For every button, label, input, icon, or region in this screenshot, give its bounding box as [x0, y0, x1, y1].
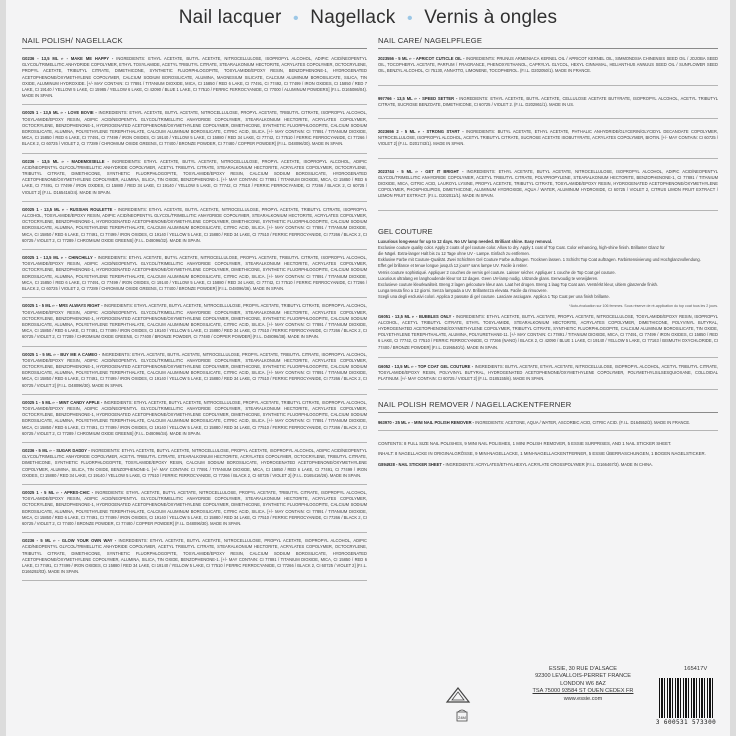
ingredient-entry — [378, 314, 718, 351]
gel-couture-line: Vernis couture sophistiqué. Appliquer 2 couches de vernis gel couture. Laisser sécher. Appliquer 1 couche de Top Coat gel couture. — [378, 269, 616, 275]
ingredient-entry — [378, 169, 718, 200]
ingredient-list: INGREDIENTS: BUTYL ACETATE, ETHYL ACETATE, NITROCELLULOSE, ISOPROPYL ALCOHOL, ACETYL TRIBUTYL CITRATE, TOSYLAMIDE/EPOXY RESIN, POLYVINYL BUTYRAL, HYDROGENATED ACETOPHENONE/OXYMETHYLENE COPOLYMER, POLYMETHYLSILSESQUIOXANE, COLLOIDAL PLATINUM. [+/- MAY CONTAIN: CI 60725 / VIOLET 2] (F.I.L. D185155/6). MADE IN SPAIN. — [378, 363, 718, 382]
ingredient-list: INGREDIENTS: ETHYL ACETATE, BUTYL ACETATE, CELLULOSE ACETATE BUTYRATE, ISOPROPYL ALCOHOL, ACETYL TRIBUTYL CITRATE, SUCROSE BENZOATE, DIMETHICONE, CI 60725 / VIOLET 2. (F.I.L. D202861/1). MADE IN US. — [378, 95, 718, 107]
ingredient-entry — [378, 129, 718, 148]
ingredient-entry — [378, 56, 718, 75]
nail-polish-column — [22, 36, 367, 586]
ingredient-entry — [22, 207, 367, 244]
product-name: 997766 - 13,5 ML ℮ - SPEED SETTER - — [378, 95, 458, 101]
gel-couture-line: Lunga tenuta fino a 12 giorni. Senza lampada a UV. Brillantezza elevata. Facile da rimuovere. — [378, 288, 548, 294]
entry-divider — [378, 430, 718, 431]
nail-care-list — [378, 56, 718, 211]
gel-couture-line: Exclusive couture quality color. Apply 2 coats of gel couture color. Allow to dry. Apply 1 coat of Top Coat. Color enhancing, high-shine finish. Brillanter Glanz für — [378, 244, 665, 250]
entry-divider — [378, 389, 718, 390]
ingredient-list: INGREDIENTS: BUTYL ACETATE, ETHYL ACETATE, PHTHALIC ANHYDRIDE/GLYCERIN/GLYCIDYL DECANOATE COPOLYMER, NITROCELLULOSE, ISOPROPYL ALCOHOL, ACETYL TRIBUTYL CITRATE, SUCROSE ACETATE ISOBUTYRATE, ACRYLATES COPOLYMER, BIOTIN. [+/- MAY CONTAIN: CI 60725 / VIOLET 2] (F.I.L. D201743/1). MADE IN SPAIN. — [378, 129, 718, 147]
barcode-digits: 3 600531 573300 — [655, 719, 717, 726]
product-name: G0236 - 13,5 ML ℮ - MAKE ME HAPPY - — [22, 56, 114, 61]
product-name: G0025 1 - 13,5 ML ℮ - RUSSIAN ROULETTE - — [22, 206, 116, 212]
manufacturer-address — [518, 666, 648, 703]
website-link[interactable]: www.essie.com — [563, 695, 603, 702]
product-name: 2023744 - 5 ML ℮ - GET IT BRIGHT - — [378, 168, 464, 174]
entry-divider — [22, 580, 367, 581]
product-name: G0236 - 5 ML ℮ - GLOW YOUR OWN WAY - — [22, 538, 117, 544]
sticker-sheet-ingredients: INGREDIENTS: ACRYLATES/ETHYLHEXYL ACRYLATE CROSSPOLYMER (F.I.L. D166467/3). MADE IN CHINA. — [445, 461, 653, 467]
gel-couture-line: Scegli una degli esclusivi colori. Applica 2 passate di gel couture. Lasciare asciugare. Applica 1 Top Coat per una finish brillante. — [378, 294, 610, 300]
product-name: G0025 1 - 13,5 ML ℮ - LOVE BOVIE - — [22, 110, 97, 116]
bullet-separator-icon: • — [292, 10, 299, 27]
entry-divider — [378, 85, 718, 86]
ingredient-entry — [22, 400, 367, 437]
nail-polish-list — [22, 56, 367, 581]
product-name: G0025 1 - 5 ML ℮ - MRS ALWAYS RIGHT - — [22, 303, 103, 309]
entry-divider — [22, 153, 367, 154]
entry-divider — [22, 297, 367, 298]
remover-heading: NAIL POLISH REMOVER / NAGELLACKENTFERNER — [378, 400, 718, 413]
gel-couture-line: Exklusive Farbe mit Couture-Qualität. Zwei Schichten Gel Couture Farbe auftragen. Trocknen lassen. 1 Schicht Top Coat auftragen. Farbintensivierung und Hochglanzvollendung. — [378, 257, 701, 263]
ingredient-list: INGREDIENTS: ETHYL ACETATE, BUTYL ACETATE, PROPYL ACETATE, NITROCELLULOSE, TOSYLAMIDE/EPOXY RESIN, ISOPROPYL ALCOHOL, ACETYL TRIBUTYL CITRATE, ETHYL TOSYLAMIDE, STEARALKONIUM HECTORITE, ACRYLATES COPOLYMER, DIMETHICONE, POLYVINYL BUTYRAL, HYDROGENATED ACETOPHENONE/OXYMETHYLENE COPOLYMER, TRIBUTYL CITRATE, SYNTHETIC FLUORPHLOGOPITE, CALCIUM ALUMINUM BOROSILICATE, TIN OXIDE, POLYETHYLENE TEREPHTHALATE, ALUMINA, POLYURETHANE-11. [+/- MAY CONTAIN: CI 77891 / TITANIUM DIOXIDE, MICA, CI 77491, CI 77499 / IRON OXIDES, CI 15850 / RED 6 LAKE, CI 77742, CI 77510 / FERRIC FERROCYANIDE, CI 77266 (NANO) / BLACK 2, CI 42090 / BLUE 1 LAKE, CI 19140 / YELLOW 5 LAKE, CI 77163 / BISMUTH OXYCHLORIDE, CI 77400 / BRONZE POWDER] (F.I.L. D196540/1). MADE IN SPAIN. — [378, 313, 718, 350]
product-name: G0025 1 - 13,5 ML ℮ - CHINCHILLY - — [22, 255, 96, 261]
address-line: LONDON W6 8AZ — [560, 680, 606, 687]
ingredient-entry — [378, 364, 718, 383]
ingredient-entry — [22, 303, 367, 340]
title-french: Vernis à ongles — [424, 7, 558, 28]
entry-divider — [22, 532, 367, 533]
entry-divider — [22, 249, 367, 250]
ingredient-entry — [378, 96, 718, 108]
address-line: ESSIE, 30 RUE D'ALSACE — [549, 666, 617, 672]
title-german: Nagellack — [310, 7, 396, 28]
ingredient-list: INGREDIENTS: ETHYL ACETATE, BUTYL ACETATE, NITROCELLULOSE, PROPYL ACETATE, ISOPROPYL ALCOHOL, ADIPIC ACID/NEOPENTYL GLYCOL/TRIMELLITIC ANHYDRIDE COPOLYMER, ACETYL TRIBUTYL CITRATE, STEARALKONIUM HECTORITE, ACRYLATES COPOLYMER, OCTOCRYLENE, TRIBUTYL CITRATE, DIMETHICONE, SYNTHETIC FLUORPHLOGOPITE, TOSYLAMIDE/EPOXY RESIN, CALCIUM SODIUM BOROSILICATE, HYDROGENATED ACETOPHENONE/OXYMETHYLENE COPOLYMER, ALUMINA, SILICA, TIN OXIDE, BENZOPHENONE-1. [+/- MAY CONTAIN: CI 77891 / TITANIUM DIOXIDE, MICA, CI 15850 / RED 6 LAKE, CI 77491, CI 77499 / IRON OXIDES, CI 15880 / RED 34 LAKE, CI 19140 / YELLOW 5 LAKE, CI 77510 / FERRIC FERROCYANIDE, CI 77266 / BLACK 2, CI 60725 / VIOLET 2] (F.I.L. D166292/03). MADE IN SPAIN. — [22, 538, 367, 575]
bullet-separator-icon: • — [407, 10, 413, 27]
entry-divider — [378, 210, 718, 211]
address-line: TSA 75000 93584 ST OUEN CEDEX FR — [532, 688, 634, 695]
ingredient-list: INGREDIENTS: ETHYL ACETATE, BUTYL ACETATE, NITROCELLULOSE, ISOPROPYL ALCOHOL, ADIPIC ACID/NEOPENTYL GLYCOL/TRIMELLITIC ANHYDRIDE COPOLYMER, ETHYL TOSYLAMIDE, ACETYL TRIBUTYL CITRATE, STEARALKONIUM HECTORITE, ACRYLATES COPOLYMER, OCTOCRYLENE, PROPYL ACETATE, TRIBUTYL CITRATE, DIMETHICONE, SYNTHETIC FLUORPHLOGOPITE, TOSYLAMIDE/EPOXY RESIN, BENZOPHENONE-1, HYDROGENATED ACETOPHENONE/OXYMETHYLENE COPOLYMER, CALCIUM SODIUM BOROSILICATE, ALUMINA, MAGNESIUM SILICATE, CALCIUM ALUMINUM BOROSILICATE, SILICA, TIN OXIDE, ALUMINUM HYDROXIDE. [+/- MAY CONTAIN: CI 77891 / TITANIUM DIOXIDE, MICA, CI 15850 / RED 6 LAKE, CI 77491, CI 77492, CI 77499 / IRON OXIDES, CI 15850 / RED 7 LAKE, CI 19140 / YELLOW 5 LAKE, CI 15985 / YELLOW 6 LAKE, CI 42090 / BLUE 1 LAKE, CI 77510 / FERRIC FERROCYANIDE, CI 77000 / ALUMINUM POWDERS] (F.I.L. D165086/04). MADE IN SPAIN. — [22, 56, 367, 99]
product-name: G0236 - 5 ML ℮ - SUGAR DADDY - — [22, 447, 90, 453]
page-title — [0, 0, 736, 32]
ingredient-entry — [22, 448, 367, 479]
ingredient-entry — [378, 420, 718, 426]
sticker-sheet-name: G894928 - NAIL STICKER SHEET - — [378, 461, 445, 467]
ingredient-entry — [22, 490, 367, 527]
title-english: Nail lacquer — [178, 7, 282, 28]
product-name: G0025 1 - 5 ML ℮ - MINT CANDY APPLE - — [22, 399, 103, 405]
remover-list — [378, 420, 718, 431]
ingredient-entry — [22, 159, 367, 196]
ingredient-list: INGREDIENTS: ETHYL ACETATE, BUTYL ACETATE, NITROCELLULOSE, PROPYL ACETATE, TRIBUTYL CITRATE, ISOPROPYL ALCOHOL, TOSYLAMIDE/EPOXY RESIN, ADIPIC ACID/NEOPENTYL GLYCOL/TRIMELLITIC ANHYDRIDE COPOLYMER, STEARALKONIUM HECTORITE, ACRYLATES COPOLYMER, OCTOCRYLENE, BENZOPHENONE-1, HYDROGENATED ACETOPHENONE/OXYMETHYLENE COPOLYMER, DIMETHICONE, SYNTHETIC FLUORPHLOGOPITE, CALCIUM SODIUM BOROSILICATE, ALUMINA, POLYETHYLENE TEREPHTHALATE, CALCIUM ALUMINUM BOROSILICATE, CITRIC ACID, SILICA. [+/- MAY CONTAIN: CI 77891 / TITANIUM DIOXIDE, MICA, CI 15850 / RED 6 LAKE, CI 77491, CI 77499 / IRON OXIDES, CI 19140 / YELLOW 5 LAKE, CI 15880 / RED 34 LAKE, CI 77742, CI 77510 / FERRIC FERROCYANIDE, CI 77266 / BLACK 2, CI 60725 / VIOLET 2, CI 77289 / CHROMIUM OXIDE GREENS, CI 77400 / BRONZE POWDER, CI 77480 / COPPER POWDER] (F.I.L. D48096/30). MADE IN SPAIN. — [22, 110, 367, 147]
entry-divider — [22, 104, 367, 105]
recycle-triangle-icon — [445, 686, 471, 704]
product-name: G0025 1 - 5 ML ℮ - BUY ME A CAMEO - — [22, 351, 101, 357]
gel-couture-line: Luxurious ultralang en langhoudende kleur tot 12 dagen. Geen UV-lamp nodig. Uitzonde glans. Eenvoudig te verwijderen. — [378, 275, 599, 281]
entry-divider — [22, 484, 367, 485]
nail-care-heading: NAIL CARE/ NAGELPFLEGE — [378, 36, 718, 49]
contents-english: CONTENTS: 8 FULL SIZE NAIL POLISHES, 9 MINI NAIL POLISHES, 1 MINI POLISH REMOVER, 5 ESSIE SURPRISES, AND 1 NAIL STICKER SHEET. — [378, 440, 672, 446]
entry-divider — [378, 357, 718, 358]
ingredient-list: INGREDIENTS: ETHYL ACETATE, BUTYL ACETATE, NITROCELLULOSE, ISOPROPYL ALCOHOL, ADIPIC ACID/NEOPENTYL GLYCOL/TRIMELLITIC ANHYDRIDE COPOLYMER, ACETYL TRIBUTYL CITRATE, POLYPROPYLENE, STEARALKONIUM HECTORITE, BENZOPHENONE-1, CI 77891 / TITANIUM DIOXIDE, MICA, CITRIC ACID, LAUROYL LYSINE, PROPYL ACETATE, TRIBUTYL CITRATE, TOSYLAMIDE/EPOXY RESIN, HYDROGENATED ACETOPHENONE/OXYMETHYLENE COPOLYMER, PHOSPHOLIPIDS, DIMETHICONE, ALUMINUM HYDROXIDE, AQUA / WATER, ALUMINUM HYDROXIDE, CI 60725 / VIOLET 2, CITRUS LIMON FRUIT EXTRACT / LEMON FRUIT EXTRACT. (F.I.L. D202011/1). MADE IN SPAIN. — [378, 168, 718, 199]
gel-couture-line: Exclusieve couture kleurkwaliteit. Breng 2 lagen gelcouture kleur aan. Laat het drogen. Breng 1 laag Top Coat aan. Verstérkt kleur, ultiem glanzende finish. — [378, 282, 659, 288]
entry-divider — [22, 442, 367, 443]
ingredient-list: INGREDIENTS: ACETONE, AQUA / WATER, ASCORBIC ACID, CITRIC ACID. (F.I.L. D164552/2). MADE IN FRANCE. — [475, 419, 691, 425]
entry-divider — [22, 201, 367, 202]
address-line: 92300 LEVALLOIS-PERRET FRANCE — [535, 673, 631, 680]
ingredient-list: INGREDIENTS: PRUNUS ARMENIACA KERNEL OIL / APRICOT KERNEL OIL, SIMMONDSIA CHINENSIS SEED OIL / JOJOBA SEED OIL, TOCOPHERYL ACETATE, PARFUM / FRAGRANCE, PHENOXYETHANOL, CAPRYLYL GLYCOL, HEXYL CINNAMAL, HELIANTHUS ANNUUS SEED OIL / SUNFLOWER SEED OIL, BENZYL ALCOHOL, CI 75130, ANNATTO, LIMONENE, TOCOPHEROL. (F.I.L. D202050/1). MADE IN FRANCE. — [378, 56, 718, 74]
product-name: 2023556 - 5 ML ℮ - APRICOT CUTICLE OIL - — [378, 56, 465, 61]
ingredient-list: INGREDIENTS: ETHYL ACETATE, BUTYL ACETATE, NITROCELLULOSE, PROPYL ACETATE, ISOPROPYL ALCOHOL, ADIPIC ACID/NEOPENTYL GLYCOL/TRIMELLITIC ANHYDRIDE COPOLYMER, ACETYL TRIBUTYL CITRATE, STEARALKONIUM HECTORITE, ACRYLATES COPOLYMER, OCTOCRYLENE, TRIBUTYL CITRATE, DIMETHICONE, SYNTHETIC FLUORPHLOGOPITE, TOSYLAMIDE/EPOXY RESIN, CALCIUM SODIUM BOROSILICATE, HYDROGENATED ACETOPHENONE/OXYMETHYLENE COPOLYMER, ALUMINA, SILICA, TIN OXIDE, BENZOPHENONE-1. [+/- MAY CONTAIN: CI 77891 / TITANIUM DIOXIDE, MICA, CI 15850 / RED 6 LAKE, CI 77491, CI 77499 / IRON OXIDES, CI 15880 / RED 34 LAKE, CI 19140 / YELLOW 5 LAKE, CI 77742, CI 77510 / FERRIC FERROCYANIDE, CI 77266 / BLACK 2, CI 60725 / VIOLET 2] (F.I.L. D165416/24). MADE IN SPAIN. — [22, 158, 367, 195]
barcode-bars-icon — [659, 678, 715, 718]
gel-couture-description — [378, 239, 718, 301]
barcode — [654, 678, 718, 728]
ingredient-entry — [22, 352, 367, 389]
product-name: G6051 - 13,5 ML ℮ - BUBBLES ONLY - — [378, 313, 455, 319]
product-name: 2023656 2 - 5 ML ℮ - STRONG START - — [378, 129, 464, 135]
gel-couture-footnote: *Auto-évaluation sur 106 femmes. Sous réserve de ré-application du top coat tous les 2 jours. — [569, 303, 718, 308]
ingredient-entry — [22, 56, 367, 99]
product-name: G0236 - 13,5 ML ℮ - MADEMOISELLE - — [22, 158, 109, 164]
ingredient-list: INGREDIENTS: ETHYL ACETATE, BUTYL ACETATE, NITROCELLULOSE, PROPYL ACETATE, TRIBUTYL CITRATE, ISOPROPYL ALCOHOL, TOSYLAMIDE/EPOXY RESIN, ADIPIC ACID/NEOPENTYL GLYCOL/TRIMELLITIC ANHYDRIDE COPOLYMER, STEARALKONIUM HECTORITE, ACRYLATES COPOLYMER, OCTOCRYLENE, BENZOPHENONE-1, HYDROGENATED ACETOPHENONE/OXYMETHYLENE COPOLYMER, DIMETHICONE, SYNTHETIC FLUORPHLOGOPITE, CALCIUM SODIUM BOROSILICATE, ALUMINA, POLYETHYLENE TEREPHTHALATE, CALCIUM ALUMINUM BOROSILICATE, CITRIC ACID, SILICA. [+/- MAY CONTAIN: CI 77891 / TITANIUM DIOXIDE, MICA, CI 15850 / RED 6 LAKE, CI 77491, CI 77499 / IRON OXIDES, CI 19140 / YELLOW 5 LAKE, CI 15880 / RED 34 LAKE, CI 77742, CI 77510 / FERRIC FERROCYANIDE, CI 77266 / BLACK 2, CI 60725 / VIOLET 2, CI 77289 / CHROMIUM OXIDE GREENS, CI 77400 / BRONZE POWDER] (F.I.L. D48096/36). MADE IN SPAIN. — [22, 255, 367, 292]
sticker-sheet-entry — [378, 462, 718, 468]
ingredient-list: INGREDIENTS: ETHYL ACETATE, BUTYL ACETATE, NITROCELLULOSE, PROPYL ACETATE, TRIBUTYL CITRATE, ISOPROPYL ALCOHOL, TOSYLAMIDE/EPOXY RESIN, ADIPIC ACID/NEOPENTYL GLYCOL/TRIMELLITIC ANHYDRIDE COPOLYMER, STEARALKONIUM HECTORITE, ACRYLATES COPOLYMER, OCTOCRYLENE, BENZOPHENONE-1, HYDROGENATED ACETOPHENONE/OXYMETHYLENE COPOLYMER, DIMETHICONE, SYNTHETIC FLUORPHLOGOPITE, CALCIUM SODIUM BOROSILICATE, ALUMINA, POLYETHYLENE TEREPHTHALATE, CALCIUM ALUMINUM BOROSILICATE, CITRIC ACID, SILICA. [+/- MAY CONTAIN: CI 77891 / TITANIUM DIOXIDE, MICA, CI 15850 / RED 6 LAKE, CI 77491, CI 77499 / IRON OXIDES, CI 19140 / YELLOW 5 LAKE, CI 15880 / RED 34 LAKE, CI 77510 / FERRIC FERROCYANIDE, CI 77266 / BLACK 2, CI 60725 / VIOLET 2, CI 77289 / CHROMIUM OXIDE GREENS, CI 77400 / BRONZE POWDER, CI 77480 / COPPER POWDER] (F.I.L. D48096/38). MADE IN SPAIN. — [22, 303, 367, 340]
product-name: G6052 - 13,5 ML ℮ - TOP COAT GEL COUTURE - — [378, 363, 474, 369]
gel-couture-line: Luxurious long-wear for up to 12 days. No UV lamp needed. Brilliant shine. Easy removal. — [378, 238, 553, 244]
care-column — [378, 36, 718, 468]
entry-divider — [378, 158, 718, 159]
pao-label: 24M — [458, 715, 466, 720]
ingredient-list: INGREDIENTS: ETHYL ACETATE, BUTYL ACETATE, NITROCELLULOSE, PROPYL ACETATE, ISOPROPYL ALCOHOL, ADIPIC ACID/NEOPENTYL GLYCOL/TRIMELLITIC ANHYDRIDE COPOLYMER, ACETYL TRIBUTYL CITRATE, STEARALKONIUM HECTORITE, ACRYLATES COPOLYMER, OCTOCRYLENE, TRIBUTYL CITRATE, DIMETHICONE, SYNTHETIC FLUORPHLOGOPITE, TOSYLAMIDE/EPOXY RESIN, CALCIUM SODIUM BOROSILICATE, HYDROGENATED ACETOPHENONE/OXYMETHYLENE COPOLYMER, ALUMINA, SILICA, TIN OXIDE, BENZOPHENONE-1. [+/- MAY CONTAIN: CI 77891 / TITANIUM DIOXIDE, MICA, CI 15850 / RED 6 LAKE, CI 77491, CI 77499 / IRON OXIDES, CI 15880 / RED 34 LAKE, CI 19140 / YELLOW 5 LAKE, CI 77510 / FERRIC FERROCYANIDE, CI 77266 / BLACK 2, CI 60725 / VIOLET 2] (F.I.L. D165416/26). MADE IN SPAIN. — [22, 447, 367, 478]
period-after-opening-icon — [455, 708, 469, 722]
entry-divider — [22, 394, 367, 395]
product-name: 963970 - 25 ML ℮ - MINI NAIL POLISH REMOVER - — [378, 419, 475, 425]
ingredient-list: INGREDIENTS: ETHYL ACETATE, BUTYL ACETATE, NITROCELLULOSE, PROPYL ACETATE, TRIBUTYL CITRATE, ISOPROPYL ALCOHOL, TOSYLAMIDE/EPOXY RESIN, ADIPIC ACID/NEOPENTYL GLYCOL/TRIMELLITIC ANHYDRIDE COPOLYMER, STEARALKONIUM HECTORITE, ACRYLATES COPOLYMER, OCTOCRYLENE, BENZOPHENONE-1, HYDROGENATED ACETOPHENONE/OXYMETHYLENE COPOLYMER, DIMETHICONE, SYNTHETIC FLUORPHLOGOPITE, CALCIUM SODIUM BOROSILICATE, ALUMINA, POLYETHYLENE TEREPHTHALATE, CALCIUM ALUMINUM BOROSILICATE, CITRIC ACID, SILICA. [+/- MAY CONTAIN: CI 77891 / TITANIUM DIOXIDE, MICA, CI 15850 / RED 6 LAKE, CI 77491, CI 77499 / IRON OXIDES, CI 19140 / YELLOW 5 LAKE, CI 15880 / RED 34 LAKE, CI 77510 / FERRIC FERROCYANIDE, CI 77266 / BLACK 2, CI 60725 / VIOLET 2] (F.I.L. D48096/30). MADE IN SPAIN. — [22, 351, 367, 388]
gel-couture-line: die Nägel. Extra-langer Halt bis zu 12 Tage ohne UV - Lampe. Einfach zu entfernen. — [378, 251, 530, 257]
nail-polish-heading: NAIL POLISH/ NAGELLACK — [22, 36, 367, 49]
contents-german: INHALT: 8 NAGELLACKE IN ORIGINALGRÖSSE, 9 MINI-NAGELLACKE, 1 MINI-NAGELLACKENTFERNER, 5 ESSIE ÜBERRASCHUNGEN, 1 BOGEN NAGELSTICKER. — [378, 451, 706, 457]
ingredient-entry — [22, 110, 367, 147]
ingredient-entry — [22, 255, 367, 292]
product-name: G0025 1 - 5 ML ℮ - APRES-CHIC - — [22, 489, 94, 495]
gel-couture-line: Effet gel brillance et tenue longue jusqu'à 12 jours* sans lampe UV. Facile à retirer. — [378, 263, 528, 269]
ingredient-list: INGREDIENTS: ETHYL ACETATE, BUTYL ACETATE, NITROCELLULOSE, PROPYL ACETATE, TRIBUTYL CITRATE, ISOPROPYL ALCOHOL, TOSYLAMIDE/EPOXY RESIN, ADIPIC ACID/NEOPENTYL GLYCOL/TRIMELLITIC ANHYDRIDE COPOLYMER, STEARALKONIUM HECTORITE, ACRYLATES COPOLYMER, OCTOCRYLENE, BENZOPHENONE-1, HYDROGENATED ACETOPHENONE/OXYMETHYLENE COPOLYMER, DIMETHICONE, SYNTHETIC FLUORPHLOGOPITE, CALCIUM SODIUM BOROSILICATE, ALUMINA, POLYETHYLENE TEREPHTHALATE, CALCIUM ALUMINUM BOROSILICATE, CITRIC ACID, SILICA. [+/- MAY CONTAIN: CI 77891 / TITANIUM DIOXIDE, MICA, CI 15850 / RED 6 LAKE, CI 77491, CI 77499 / IRON OXIDES, CI 19140 / YELLOW 5 LAKE, CI 15880 / RED 34 LAKE, CI 77510 / FERRIC FERROCYANIDE, CI 77266 / BLACK 2, CI 60725 / VIOLET 2, CI 77289 / CHROMIUM OXIDE GREENS] (F.I.L. D48096/32). MADE IN SPAIN. — [22, 206, 367, 243]
entry-divider — [378, 118, 718, 119]
product-code: 165417V — [684, 666, 708, 672]
gel-couture-list — [378, 314, 718, 390]
ingredient-entry — [22, 538, 367, 575]
ingredient-list: INGREDIENTS: ETHYL ACETATE, BUTYL ACETATE, NITROCELLULOSE, PROPYL ACETATE, TRIBUTYL CITRATE, ISOPROPYL ALCOHOL, TOSYLAMIDE/EPOXY RESIN, ADIPIC ACID/NEOPENTYL GLYCOL/TRIMELLITIC ANHYDRIDE COPOLYMER, STEARALKONIUM HECTORITE, ACRYLATES COPOLYMER, OCTOCRYLENE, BENZOPHENONE-1, HYDROGENATED ACETOPHENONE/OXYMETHYLENE COPOLYMER, DIMETHICONE, SYNTHETIC FLUORPHLOGOPITE, CALCIUM SODIUM BOROSILICATE, ALUMINA, POLYETHYLENE TEREPHTHALATE, CALCIUM ALUMINUM BOROSILICATE, CITRIC ACID, SILICA. [+/- MAY CONTAIN: CI 77891 / TITANIUM DIOXIDE, MICA, CI 15850 / RED 6 LAKE, CI 77491, CI 77499 / IRON OXIDES, CI 19140 / YELLOW 5 LAKE, CI 15880 / RED 34 LAKE, CI 77510 / FERRIC FERROCYANIDE, CI 77266 / BLACK 2, CI 60725 / VIOLET 2, CI 77289 / CHROMIUM OXIDE GREENS] (F.I.L. D48096/34). MADE IN SPAIN. — [22, 399, 367, 436]
gel-couture-title: GEL COUTURE — [378, 226, 433, 236]
entry-divider — [22, 346, 367, 347]
ingredient-list: INGREDIENTS: ETHYL ACETATE, BUTYL ACETATE, NITROCELLULOSE, PROPYL ACETATE, TRIBUTYL CITRATE, ISOPROPYL ALCOHOL, TOSYLAMIDE/EPOXY RESIN, ADIPIC ACID/NEOPENTYL GLYCOL/TRIMELLITIC ANHYDRIDE COPOLYMER, STEARALKONIUM HECTORITE, ACRYLATES COPOLYMER, OCTOCRYLENE, BENZOPHENONE-1, HYDROGENATED ACETOPHENONE/OXYMETHYLENE COPOLYMER, DIMETHICONE, SYNTHETIC FLUORPHLOGOPITE, CALCIUM SODIUM BOROSILICATE, ALUMINA, POLYETHYLENE TEREPHTHALATE, CALCIUM ALUMINUM BOROSILICATE, CITRIC ACID, SILICA. [+/- MAY CONTAIN: CI 77891 / TITANIUM DIOXIDE, MICA, CI 15850 / RED 6 LAKE, CI 77491, CI 77499 / IRON OXIDES, CI 19140 / YELLOW 5 LAKE, CI 15880 / RED 34 LAKE, CI 77510 / FERRIC FERROCYANIDE, CI 77266 / BLACK 2, CI 60725 / VIOLET 2, CI 77400 / BRONZE POWDER, CI 77480 / COPPER POWDER] (F.I.L. D48096/30). MADE IN SPAIN. — [22, 489, 367, 526]
